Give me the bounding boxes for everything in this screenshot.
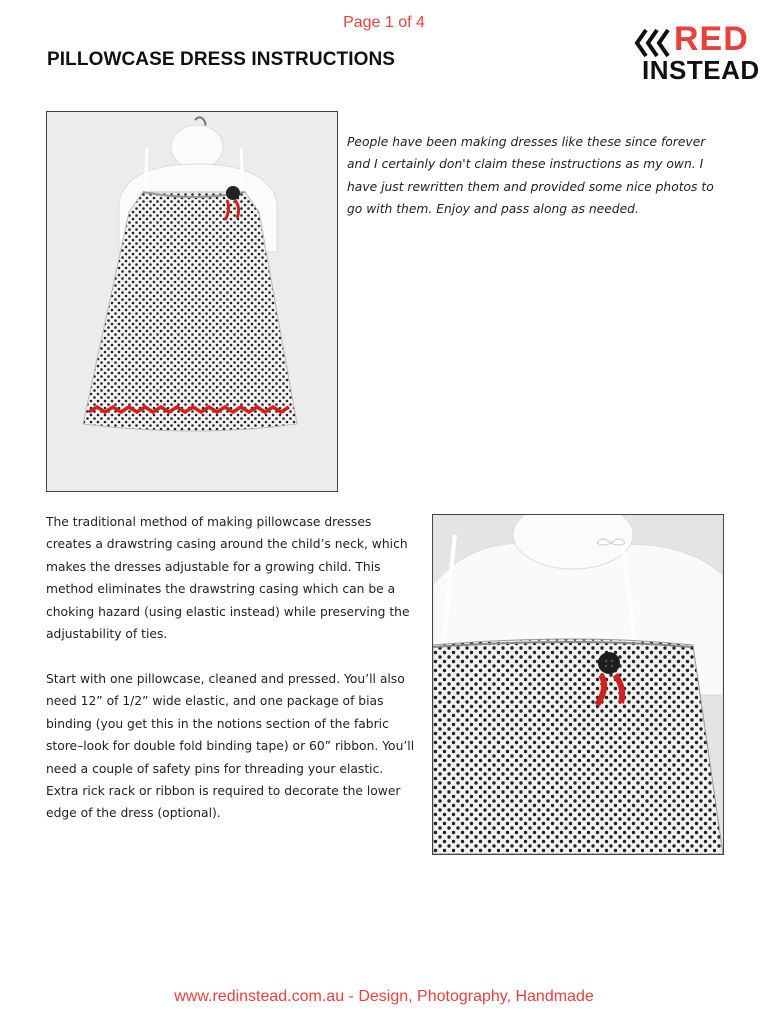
dress-photo-full	[46, 111, 338, 492]
logo-word-instead: INSTEAD	[642, 55, 760, 85]
logo-word-red: RED	[674, 20, 749, 58]
dress-photo-closeup	[432, 514, 724, 855]
materials-paragraph: Start with one pillowcase, cleaned and pressed. You’ll also need 12” of 1/2” wide elastic, and one package of bias binding (you get this in the notions section of the fabric store–look for double fold binding tape) or 60” ribbon. You’ll need a couple of safety pins for threading your elastic. Extra rick rack or ribbon is required to decorate the lower edge of the dress (optional).	[46, 672, 415, 821]
brand-logo	[634, 20, 760, 86]
method-paragraph: The traditional method of making pillowcase dresses creates a drawstring casing around the child’s neck, which makes the dresses adjustable for a growing child. This method eliminates the drawstring casing which can be a choking hazard (using elastic instead) while preserving the adjustability of ties.	[46, 515, 410, 642]
page-number: Page 1 of 4	[343, 14, 425, 31]
intro-text: People have been making dresses like these since forever and I certainly don't claim these instructions as my own. I have just rewritten them and provided some nice photos to go with them. Enjoy and pass along as needed.	[347, 135, 714, 217]
page-title: PILLOWCASE DRESS INSTRUCTIONS	[47, 49, 396, 70]
footer-text: www.redinstead.com.au - Design, Photography, Handmade	[174, 988, 594, 1005]
chevron-arrows-icon	[634, 28, 676, 58]
